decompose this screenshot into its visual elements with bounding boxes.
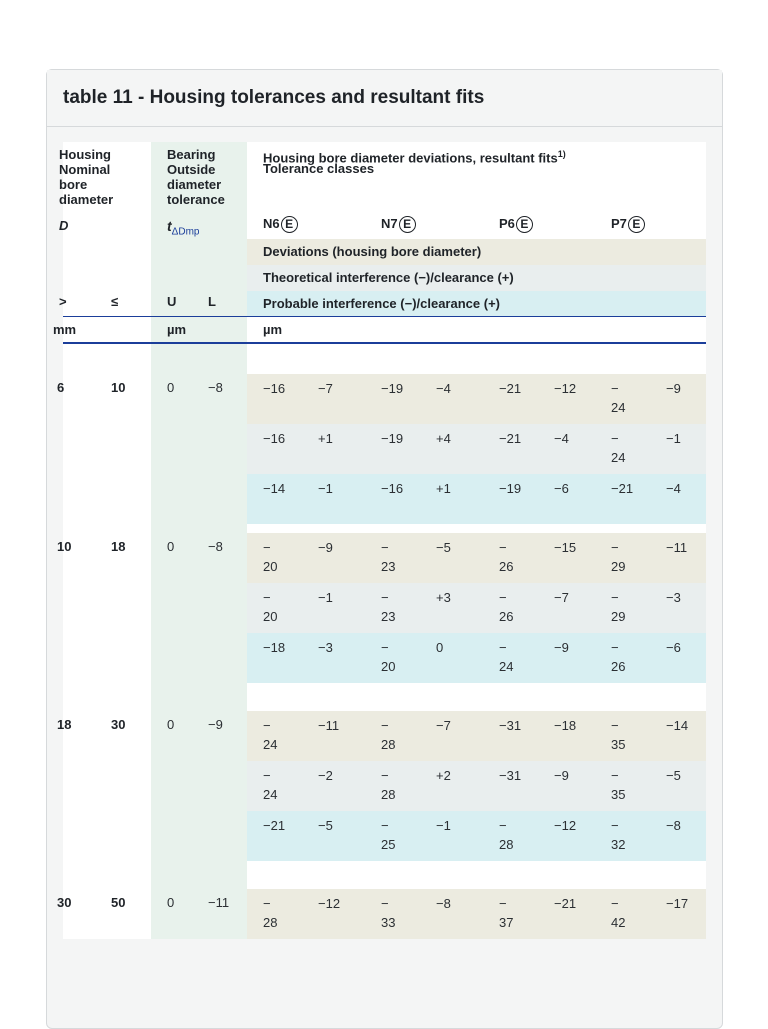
table-cell: 0 [436,640,444,655]
table-cell: −1 [318,481,333,496]
nominal-incl-value: 18 [111,539,126,554]
bearing-column-header: Bearing Outside diameter tolerance [167,147,225,207]
table-cell: −5 [436,540,451,555]
table-cell: − 35 [611,718,626,752]
table-cell: −14 [666,718,689,733]
class-p7 [611,215,645,233]
tolerance-classes-label: Tolerance classes [263,161,375,176]
table-cell: −9 [554,640,569,655]
tolerance-upper-value: 0 [167,380,175,395]
table-cell: +1 [318,431,333,446]
tolerance-upper-value: 0 [167,717,175,732]
table-cell: −21 [499,431,522,446]
nominal-over-value: 18 [57,717,72,732]
table-cell: − 24 [611,381,626,415]
table-cell: −6 [666,640,681,655]
table-cell: −4 [436,381,451,396]
table-cell: −15 [554,540,577,555]
group-spacer [247,682,706,712]
table-cell: −8 [666,818,681,833]
table-cell: −7 [318,381,333,396]
nominal-over-value: 6 [57,380,65,395]
table-cell: − 42 [611,896,626,930]
table-cell: −1 [436,818,451,833]
table-cell: −12 [554,818,577,833]
unit-mm: mm [53,322,77,337]
d-symbol: D [59,218,69,233]
t-symbol-sub: ΔDmp [171,226,200,238]
table-cell: − 28 [263,896,278,930]
band-deviations-label: Deviations (housing bore diameter) [263,244,482,259]
tolerance-lower-value: −8 [208,380,223,395]
fits-footnote: 1) [557,149,566,159]
table-cell: − 26 [611,640,626,674]
table-cell: −6 [554,481,569,496]
table-cell: −7 [554,590,569,605]
group-spacer [247,344,706,374]
table-cell: −9 [318,540,333,555]
table-cell: − 29 [611,590,626,624]
table-cell: − 29 [611,540,626,574]
header-divider [63,316,706,317]
table-cell: − 20 [263,540,278,574]
table-cell: − 26 [499,540,514,574]
table-cell: −3 [666,590,681,605]
table-cell: −19 [381,431,404,446]
table-cell: − 24 [611,431,626,465]
tolerance-upper-value: 0 [167,539,175,554]
unit-um-bearing: µm [167,322,187,337]
table-cell: −8 [436,896,451,911]
envelope-mark-icon: E [399,216,416,233]
table-cell: −21 [263,818,286,833]
table-cell: −21 [499,381,522,396]
nominal-over-value: 10 [57,539,72,554]
table-cell: − 25 [381,818,396,852]
table-cell: −4 [554,431,569,446]
table-cell: −18 [263,640,286,655]
envelope-mark-icon: E [516,216,533,233]
nominal-incl-value: 50 [111,895,126,910]
table-cell: − 33 [381,896,396,930]
table-cell: −31 [499,768,522,783]
band-theoretical [247,265,706,291]
housing-column-header: Housing Nominal bore diameter [59,147,114,207]
over-label: > [59,294,67,309]
table-cell: −4 [666,481,681,496]
class-p6 [499,215,533,233]
table-cell: +2 [436,768,451,783]
class-n7-label: N7 [381,216,398,231]
envelope-mark-icon: E [628,216,645,233]
table-cell: −19 [381,381,404,396]
table-title: table 11 - Housing tolerances and resultant fits [63,87,485,108]
class-n6-label: N6 [263,216,280,231]
band-probable-label: Probable interference (−)/clearance (+) [263,296,500,311]
class-n6 [263,215,298,233]
lower-label: L [208,294,216,309]
tolerance-lower-value: −8 [208,539,223,554]
table-cell: −14 [263,481,286,496]
band-probable [247,291,706,316]
table-cell: − 35 [611,768,626,802]
table-cell: − 24 [499,640,514,674]
upper-label: U [167,294,177,309]
table-cell: −12 [318,896,341,911]
table-cell: −21 [554,896,577,911]
nominal-over-value: 30 [57,895,72,910]
table-cell: −16 [263,431,286,446]
table-cell: +4 [436,431,451,446]
class-p7-label: P7 [611,216,627,231]
table-cell: +3 [436,590,451,605]
table-cell: −7 [436,718,451,733]
nominal-incl-value: 30 [111,717,126,732]
table-cell: − 37 [499,896,514,930]
tolerance-upper-value: 0 [167,895,175,910]
incl-label: ≤ [111,294,119,309]
table-cell: −1 [318,590,333,605]
table-cell: − 20 [263,590,278,624]
band-theoretical-label: Theoretical interference (−)/clearance (+) [263,270,514,285]
table-cell: −19 [499,481,522,496]
table-cell: −21 [611,481,634,496]
table-cell: −11 [318,718,340,733]
table-cell: − 28 [499,818,514,852]
table-cell: − 28 [381,718,396,752]
table-cell: −9 [666,381,681,396]
table-cell: −2 [318,768,333,783]
table-cell: −31 [499,718,522,733]
table-cell: −12 [554,381,577,396]
table-cell: −5 [666,768,681,783]
table-cell: −16 [381,481,404,496]
fits-title: Housing bore diameter deviations, resultant fits [263,150,558,166]
table-card [46,69,723,1029]
class-n7 [381,215,416,233]
tolerance-lower-value: −11 [208,895,230,910]
unit-um-fits: µm [263,322,283,337]
class-p6-label: P6 [499,216,515,231]
table-scroll-area[interactable] [53,142,706,939]
table-cell: −11 [666,540,688,555]
table-cell: −17 [666,896,689,911]
table-cell: − 26 [499,590,514,624]
table-cell: − 32 [611,818,626,852]
table-cell: −1 [666,431,681,446]
table-cell: −18 [554,718,577,733]
t-symbol [167,218,199,238]
nominal-incl-value: 10 [111,380,126,395]
table-cell: − 23 [381,590,396,624]
table-cell: − 24 [263,718,278,752]
table-cell: +1 [436,481,451,496]
bearing-column-bg [151,142,247,939]
table-cell: −5 [318,818,333,833]
table-cell: − 23 [381,540,396,574]
table-cell: −3 [318,640,333,655]
table-cell: −16 [263,381,286,396]
table-cell: − 28 [381,768,396,802]
table-cell: −9 [554,768,569,783]
table-cell: − 20 [381,640,396,674]
tolerance-lower-value: −9 [208,717,223,732]
group-spacer [247,860,706,890]
card-header [47,70,722,127]
band-deviations [247,239,706,265]
envelope-mark-icon: E [281,216,298,233]
table-cell: − 24 [263,768,278,802]
t-symbol-main: t [167,218,172,234]
